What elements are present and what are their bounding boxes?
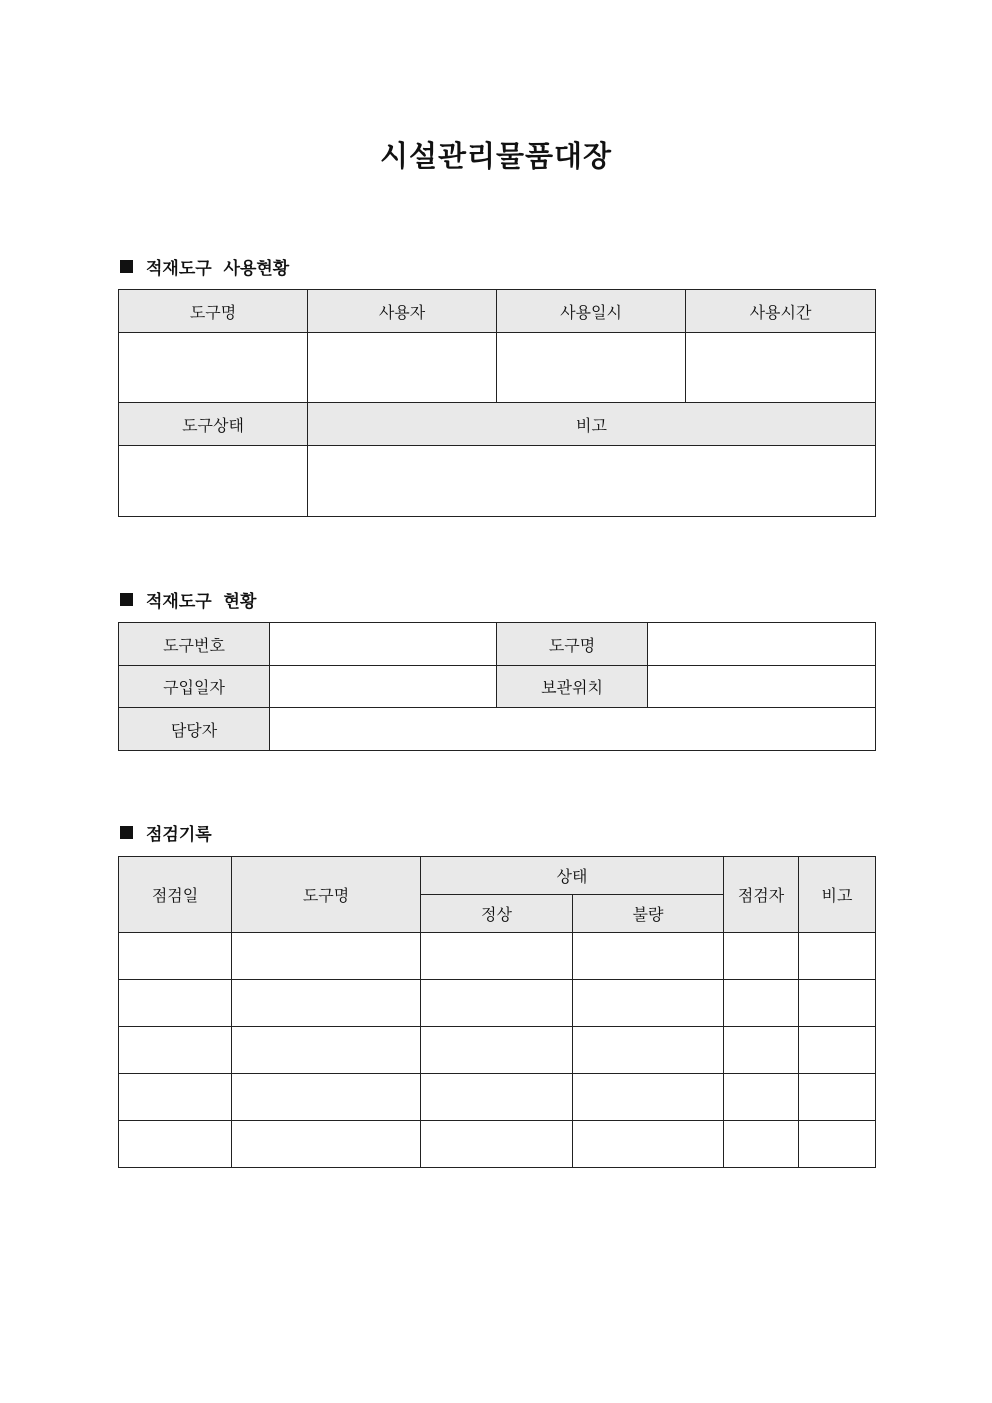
usage-cell-duration[interactable]: [686, 333, 876, 403]
inspection-header-row: [119, 857, 876, 895]
inspection-cell-faulty[interactable]: [573, 980, 724, 1027]
inspection-cell-tool-name[interactable]: [232, 1121, 421, 1168]
inspection-cell-date[interactable]: [119, 980, 232, 1027]
inspection-cell-date[interactable]: [119, 933, 232, 980]
square-bullet-icon: [120, 593, 133, 606]
inspection-cell-inspector[interactable]: [724, 1121, 799, 1168]
usage-cell-datetime[interactable]: [497, 333, 686, 403]
inspection-cell-remarks[interactable]: [799, 1027, 876, 1074]
inspection-row: [119, 1121, 876, 1168]
inspection-cell-inspector[interactable]: [724, 980, 799, 1027]
usage-header-tool-name: 도구명: [119, 290, 308, 333]
inspection-cell-remarks[interactable]: [799, 1074, 876, 1121]
status-label-tool-name: 도구명: [497, 623, 648, 666]
usage-cell-remarks[interactable]: [308, 446, 876, 517]
inspection-cell-remarks[interactable]: [799, 980, 876, 1027]
inspection-header-tool-name: 도구명: [232, 857, 421, 933]
inspection-cell-faulty[interactable]: [573, 1074, 724, 1121]
usage-header-datetime: 사용일시: [497, 290, 686, 333]
inspection-cell-inspector[interactable]: [724, 933, 799, 980]
usage-cell-user[interactable]: [308, 333, 497, 403]
inspection-row: [119, 980, 876, 1027]
inspection-row: [119, 1027, 876, 1074]
status-row: [119, 666, 876, 708]
inspection-cell-normal[interactable]: [421, 1027, 573, 1074]
inspection-cell-tool-name[interactable]: [232, 933, 421, 980]
status-table: [118, 622, 876, 751]
inspection-cell-normal[interactable]: [421, 1121, 573, 1168]
inspection-cell-normal[interactable]: [421, 980, 573, 1027]
status-value-storage-location[interactable]: [648, 666, 876, 708]
status-section-heading: [118, 587, 256, 612]
inspection-cell-date[interactable]: [119, 1074, 232, 1121]
status-label-purchase-date: 구입일자: [119, 666, 270, 708]
square-bullet-icon: [120, 260, 133, 273]
inspection-header-faulty: 불량: [573, 895, 724, 933]
inspection-cell-faulty[interactable]: [573, 933, 724, 980]
status-value-tool-number[interactable]: [270, 623, 497, 666]
status-value-purchase-date[interactable]: [270, 666, 497, 708]
inspection-header-remarks: 비고: [799, 857, 876, 933]
status-label-tool-number: 도구번호: [119, 623, 270, 666]
status-row: [119, 623, 876, 666]
status-value-tool-name[interactable]: [648, 623, 876, 666]
usage-table: [118, 289, 876, 517]
usage-cell-tool-status[interactable]: [119, 446, 308, 517]
usage-data-row-2: [119, 446, 876, 517]
inspection-header-normal: 정상: [421, 895, 573, 933]
inspection-cell-inspector[interactable]: [724, 1074, 799, 1121]
inspection-cell-remarks[interactable]: [799, 933, 876, 980]
usage-cell-tool-name[interactable]: [119, 333, 308, 403]
inspection-row: [119, 1074, 876, 1121]
square-bullet-icon: [120, 826, 133, 839]
status-section-heading-text: 적재도구 현황: [146, 592, 257, 612]
usage-header-row-2: [119, 403, 876, 446]
inspection-cell-faulty[interactable]: [573, 1027, 724, 1074]
inspection-section-heading-text: 점검기록: [146, 825, 212, 845]
status-label-storage-location: 보관위치: [497, 666, 648, 708]
inspection-table: [118, 856, 876, 1168]
inspection-cell-date[interactable]: [119, 1027, 232, 1074]
inspection-cell-normal[interactable]: [421, 1074, 573, 1121]
inspection-header-inspector: 점검자: [724, 857, 799, 933]
usage-header-user: 사용자: [308, 290, 497, 333]
status-value-manager[interactable]: [270, 708, 876, 751]
inspection-header-date: 점검일: [119, 857, 232, 933]
inspection-cell-tool-name[interactable]: [232, 1027, 421, 1074]
usage-data-row: [119, 333, 876, 403]
usage-section-heading-text: 적재도구 사용현황: [146, 259, 290, 279]
document-title: 시설관리물품대장: [379, 139, 613, 173]
inspection-cell-normal[interactable]: [421, 933, 573, 980]
usage-header-remarks: 비고: [308, 403, 876, 446]
status-row: [119, 708, 876, 751]
usage-header-tool-status: 도구상태: [119, 403, 308, 446]
inspection-cell-date[interactable]: [119, 1121, 232, 1168]
inspection-cell-tool-name[interactable]: [232, 980, 421, 1027]
inspection-header-status: 상태: [421, 857, 724, 895]
usage-section-heading: [118, 254, 289, 279]
status-label-manager: 담당자: [119, 708, 270, 751]
inspection-row: [119, 933, 876, 980]
inspection-cell-faulty[interactable]: [573, 1121, 724, 1168]
usage-header-row: [119, 290, 876, 333]
inspection-cell-tool-name[interactable]: [232, 1074, 421, 1121]
inspection-cell-remarks[interactable]: [799, 1121, 876, 1168]
inspection-cell-inspector[interactable]: [724, 1027, 799, 1074]
usage-header-duration: 사용시간: [686, 290, 876, 333]
inspection-section-heading: [118, 820, 212, 845]
